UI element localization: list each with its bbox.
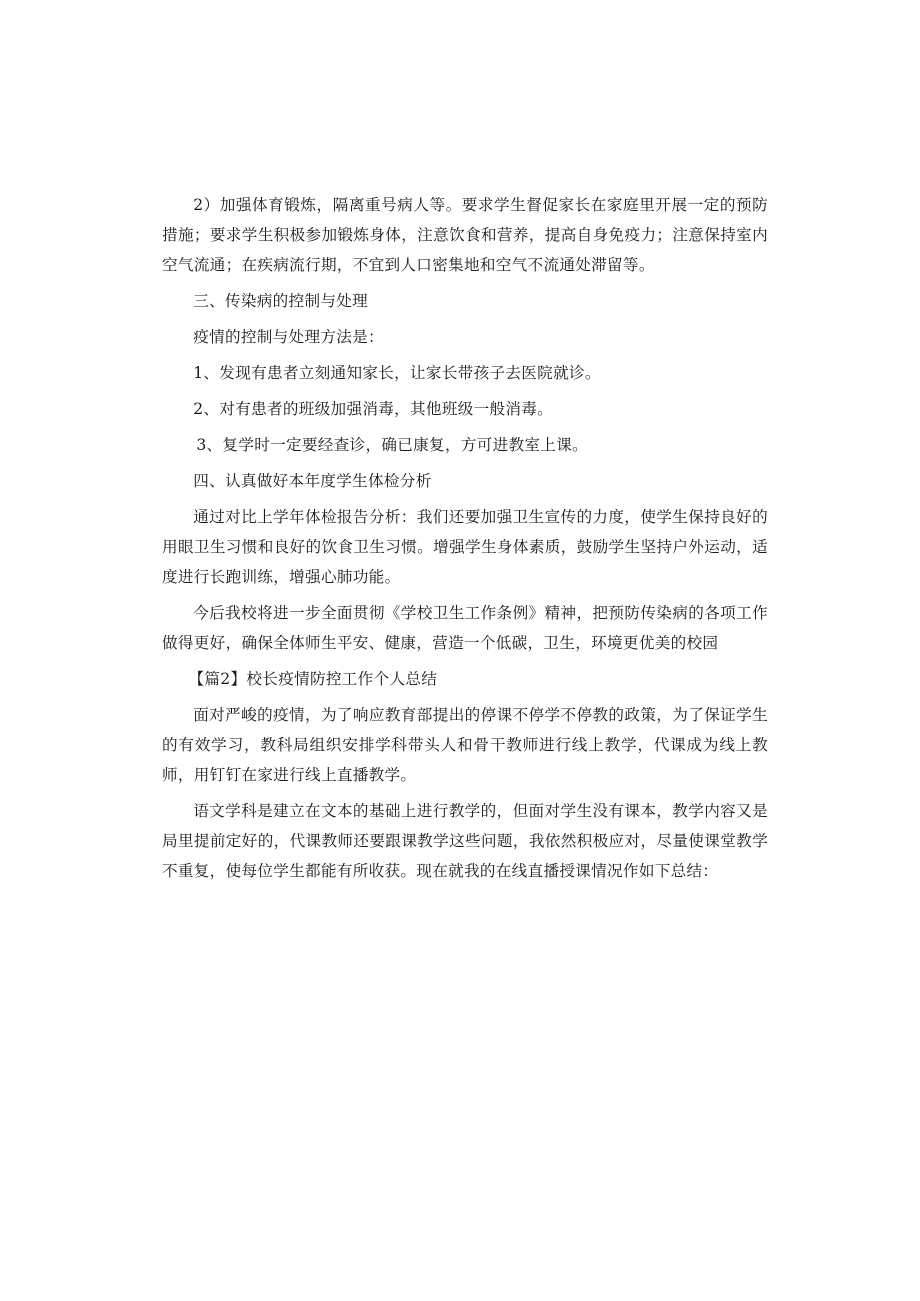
document-body bbox=[162, 190, 768, 886]
list-item-return-to-school: 3、复学时一定要经查诊，确已康复，方可进教室上课。 bbox=[196, 436, 588, 454]
paragraph-health-check-analysis: 通过对比上学年体检报告分析：我们还要加强卫生宣传的力度，使学生保持良好的用眼卫生习惯和良好的饮食卫生习惯。增强学生身体素质，鼓励学生坚持户外运动，适度进行长跑训练，增强心肺功能。 bbox=[162, 508, 768, 586]
heading-section-four: 四、认真做好本年度学生体检分析 bbox=[193, 472, 432, 490]
paragraph-future-plans: 今后我校将进一步全面贯彻《学校卫生工作条例》精神，把预防传染病的各项工作做得更好，确保全体师生平安、健康，营造一个低碳，卫生，环境更优美的校园 bbox=[162, 604, 768, 652]
paragraph-control-methods-intro: 疫情的控制与处理方法是： bbox=[193, 328, 384, 346]
list-item-notify-parents: 1、发现有患者立刻通知家长，让家长带孩子去医院就诊。 bbox=[193, 364, 601, 382]
heading-section-three: 三、传染病的控制与处理 bbox=[193, 292, 369, 310]
paragraph-chinese-subject: 语文学科是建立在文本的基础上进行教学的，但面对学生没有课本，教学内容又是局里提前定好的，代课教师还要跟课教学这些问题，我依然积极应对，尽量使课堂教学不重复，使每位学生都能有所收获。现在就我的在线直播授课情况作如下总结： bbox=[162, 802, 768, 880]
paragraph-online-teaching-intro: 面对严峻的疫情，为了响应教育部提出的停课不停学不停教的政策，为了保证学生的有效学习，教科局组织安排学科带头人和骨干教师进行线上教学，代课成为线上教师，用钉钉在家进行线上直播教学。 bbox=[162, 706, 768, 784]
paragraph-prevention-measures: 2）加强体育锻炼，隔离重号病人等。要求学生督促家长在家庭里开展一定的预防措施；要求学生积极参加锻炼身体，注意饮食和营养，提高自身免疫力；注意保持室内空气流通；在疾病流行期，不宜到人口密集地和空气不流通处滞留等。 bbox=[162, 196, 768, 274]
article-title-part-two: 【篇2】校长疫情防控工作个人总结 bbox=[188, 670, 438, 688]
list-item-disinfection: 2、对有患者的班级加强消毒，其他班级一般消毒。 bbox=[193, 400, 554, 418]
